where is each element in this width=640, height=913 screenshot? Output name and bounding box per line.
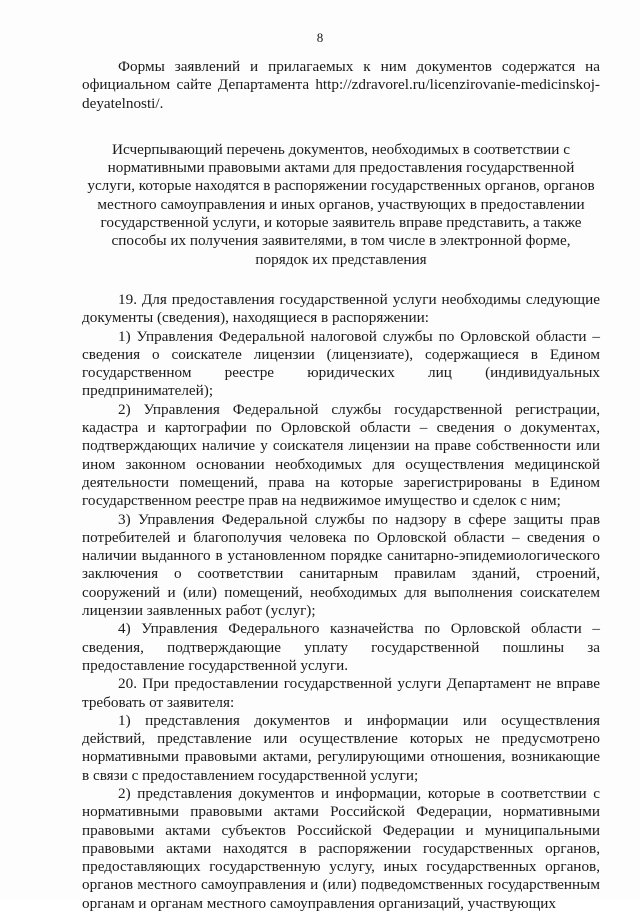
list-item-20-1: 1) представления документов и информации или осуществления действий, представление или осуществление которых не предусмотрено нормативными правовыми актами, регулирующими отношения, возникающие в связи с предоставлением государственной услуги;: [82, 711, 600, 784]
page-number: 8: [316, 30, 324, 45]
intro-paragraph: [82, 58, 600, 113]
list-item-19-3: 3) Управления Федеральной службы по надзору в сфере защиты прав потребителей и благополучия человека по Орловской области – сведения о наличии выданного в установленном порядке санитарно-эпидемиологического заключения о соответствии санитарным правилам зданий, строений, сооружений и (или) помещений, необходимых для выполнения соискателем лицензии заявленных работ (услуг);: [82, 510, 600, 620]
document-body: [82, 58, 600, 913]
paragraph-19: 19. Для предоставления государственной услуги необходимы следующие документы (сведения), находящиеся в распоряжении:: [82, 290, 600, 327]
department-website-link[interactable]: http://zdravorel.ru/licenzirovanie-medicinskoj-deyatelnosti/.: [82, 76, 600, 112]
section-heading: Исчерпывающий перечень документов, необходимых в соответствии с нормативными правовыми актами для предоставления государственной услуги, которые находятся в распоряжении государственных органов, органов местного самоуправления и иных органов, участвующих в предоставлении государственной услуги, и которые заявитель вправе представить, а также способы их получения заявителями, в том числе в электронной форме, порядок их представления: [87, 140, 595, 268]
paragraph-20: 20. При предоставлении государственной услуги Департамент не вправе требовать от заявителя:: [82, 675, 600, 711]
list-item-19-1: 1) Управления Федеральной налоговой службы по Орловской области – сведения о соискателе лицензии (лицензиате), содержащиеся в Едином государственном реестре юридических лиц (индивидуальных предпринимателей);: [82, 327, 600, 400]
list-item-20-2: 2) представления документов и информации, которые в соответствии с нормативными правовыми актами Российской Федерации, нормативными правовыми актами субъектов Российской Федерации и муниципальными правовыми актами находятся в распоряжении государственных органов, предоставляющих государственную услугу, иных государственных органов, органов местного самоуправления и (или) подведомственных государственным органам и органам местного самоуправления организаций, участвующих: [82, 784, 600, 912]
list-item-19-4: 4) Управления Федерального казначейства по Орловской области – сведения, подтверждающие уплату государственной пошлины за предоставление государственной услуги.: [82, 620, 600, 674]
list-item-19-2: 2) Управления Федеральной службы государственной регистрации, кадастра и картографии по Орловской области – сведения о документах, подтверждающих наличие у соискателя лицензии на праве собственности или ином законном основании необходимых для осуществления медицинской деятельности помещений, права на которые зарегистрированы в Едином государственном реестре прав на недвижимое имущество и сделок с ним;: [82, 400, 600, 510]
intro-text: Формы заявлений и прилагаемых к ним документов содержатся на официальном сайте Департамента: [82, 58, 600, 94]
